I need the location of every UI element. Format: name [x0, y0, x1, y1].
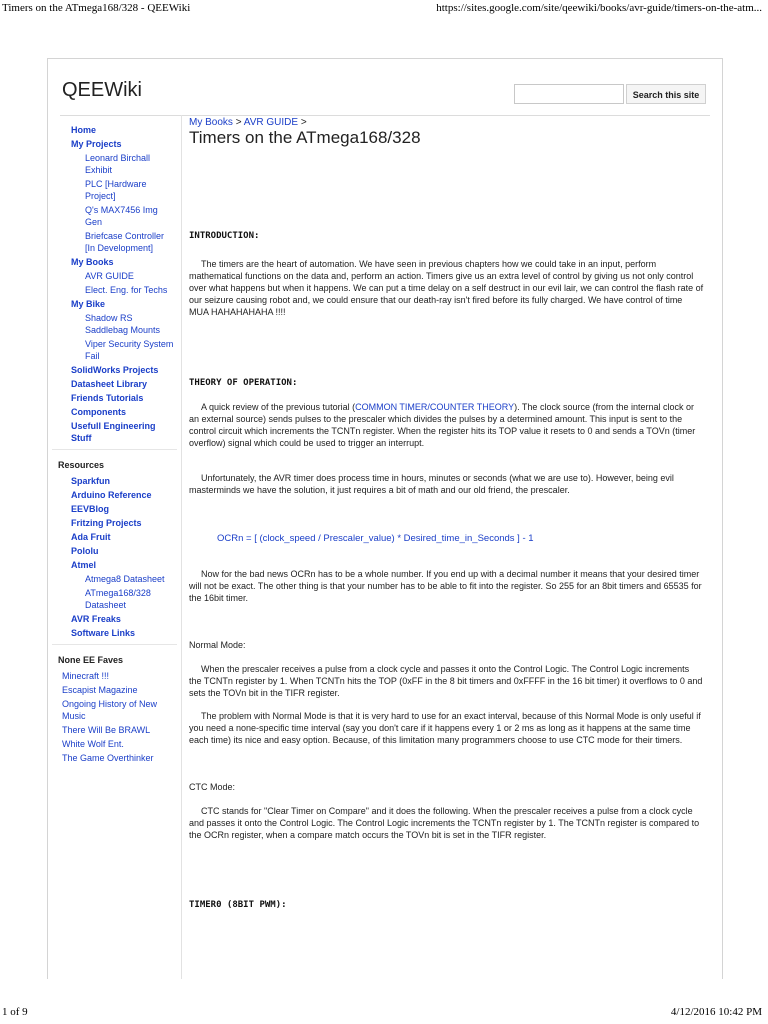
print-date: 4/12/2016 10:42 PM: [670, 1006, 762, 1018]
sidebar-item-white-wolf-ent[interactable]: White Wolf Ent.: [62, 739, 124, 749]
sidebar-item-arduino-reference[interactable]: Arduino Reference: [71, 490, 152, 500]
sidebar-item-avr-freaks[interactable]: AVR Freaks: [71, 614, 121, 624]
theory-text-after: ). The clock source (from the internal clock or an external source) sends pulses to the prescaler which divides the pulses by a determined amount. This input is sent to the control circuit which increments the TCNTn register. When the register hits its TOP value it resets to 0 and sends a TOVn (timer overflow) signal which could be used to trigger an interrupt.: [189, 402, 696, 448]
sidebar-item-sparkfun[interactable]: Sparkfun: [71, 476, 111, 486]
theory-paragraph: [189, 401, 704, 449]
sidebar-item-escapist-magazine[interactable]: Escapist Magazine: [62, 685, 138, 695]
sidebar-item-ongoing-history-of-new-music[interactable]: Ongoing History of New Music: [62, 699, 158, 721]
sidebar-item-pololu[interactable]: Pololu: [71, 546, 99, 556]
sidebar-resources: [52, 450, 177, 645]
print-footer: [0, 1006, 768, 1020]
page-title: Timers on the ATmega168/328: [189, 128, 421, 147]
sidebar-item-briefcase-controller-in-development[interactable]: Briefcase Controller [In Development]: [85, 231, 165, 253]
sidebar-item-my-projects[interactable]: My Projects: [71, 139, 122, 149]
introduction-heading: INTRODUCTION:: [189, 231, 260, 241]
theory-text-before: A quick review of the previous tutorial (: [201, 402, 356, 412]
main-content: [189, 117, 704, 910]
print-page-title: Timers on the ATmega168/328 - QEEWiki: [2, 2, 191, 14]
resources-heading: Resources: [58, 460, 105, 470]
ctc-mode-paragraph: CTC stands for "Clear Timer on Compare" and it does the following. When the prescaler receives a pulse from a clock cycle and passes it onto the Control Logic. The Control Logic increments the TCNTn register by 1. The TCNTn register is compared to the OCRn register, when a compare match occurs the TOVn bit is set in the TIFR register.: [189, 806, 700, 840]
search-button[interactable]: Search this site: [626, 84, 706, 104]
introduction-paragraph: The timers are the heart of automation. We have seen in previous chapters how we could take in an input, perform mathematical functions on the data and, perform an action. Timers give us an extra level of control by giving us not only control over what happens but when it happens. We can put a time delay on a self destruct in our evil lair, we can control the flash rate of our seizure causing robot and, we could ensure that our death-ray isn't fired before its fully charged. We have control of time MUA HAHAHAHAHA !!!!: [189, 259, 704, 317]
search-input[interactable]: [514, 84, 624, 104]
theory-heading: THEORY OF OPERATION:: [189, 378, 298, 388]
print-page-number: 1 of 9: [2, 1006, 28, 1018]
sidebar-navigation: [52, 115, 177, 450]
print-header: [0, 2, 768, 16]
sidebar-item-atmega168-328-datasheet[interactable]: ATmega168/328 Datasheet: [85, 588, 151, 610]
sidebar-item-datasheet-library[interactable]: Datasheet Library: [71, 379, 148, 389]
sidebar-item-fritzing-projects[interactable]: Fritzing Projects: [71, 518, 142, 528]
sidebar-item-the-game-overthinker[interactable]: The Game Overthinker: [62, 753, 154, 763]
site-title[interactable]: QEEWiki: [62, 79, 142, 101]
sidebar-item-elect-eng-for-techs[interactable]: Elect. Eng. for Techs: [85, 285, 168, 295]
normal-mode-paragraph-2: The problem with Normal Mode is that it is very hard to use for an exact interval, because of this Normal Mode is only useful if you need a none-specific time interval (say you don't care if it happens every 1 or 2 ms as long as it happens at the same time each time) its nice and easy option. Because, of this limitation many programmers choose to use CTC mode for their timers.: [189, 711, 701, 745]
normal-mode-paragraph-1: When the prescaler receives a pulse from a clock cycle and passes it onto the Control Logic. The Control Logic increments the TCNTn register by 1. When TCNTn hits the TOP (0xFF in the 8 bit timers and 0xFFFF in the 16 bit timer) it overflows to 0 and sets the TOVn bit in the TIFR register.: [189, 664, 703, 698]
print-page-url: https://sites.google.com/site/qeewiki/books/avr-guide/timers-on-the-atm...: [436, 2, 762, 14]
breadcrumb-separator: >: [300, 117, 307, 128]
sidebar-item-viper-security-system-fail[interactable]: Viper Security System Fail: [85, 339, 174, 361]
sidebar: [48, 115, 182, 979]
bad-news-paragraph: Now for the bad news OCRn has to be a whole number. If you end up with a decimal number it means that your desired timer will not be exact. The other thing is that your number has to be able to fit into the register. So 255 for an 8bit timers and 65535 for the 16bit timer.: [189, 569, 702, 603]
sidebar-item-solidworks-projects[interactable]: SolidWorks Projects: [71, 365, 159, 375]
sidebar-item-shadow-rs-saddlebag-mounts[interactable]: Shadow RS Saddlebag Mounts: [85, 313, 161, 335]
breadcrumb-avr-guide[interactable]: AVR GUIDE: [243, 117, 299, 128]
sidebar-item-leonard-birchall-exhibit[interactable]: Leonard Birchall Exhibit: [85, 153, 151, 175]
sidebar-item-usefull-engineering-stuff[interactable]: Usefull Engineering Stuff: [71, 421, 156, 443]
sidebar-item-ada-fruit[interactable]: Ada Fruit: [71, 532, 111, 542]
faves-heading: None EE Faves: [58, 655, 124, 665]
normal-mode-heading: Normal Mode:: [189, 640, 246, 650]
sidebar-item-avr-guide[interactable]: AVR GUIDE: [85, 271, 134, 281]
sidebar-item-eevblog[interactable]: EEVBlog: [71, 504, 110, 514]
sidebar-item-friends-tutorials[interactable]: Friends Tutorials: [71, 393, 144, 403]
site-frame: [47, 58, 723, 979]
sidebar-item-q-s-max7456-img-gen[interactable]: Q's MAX7456 Img Gen: [85, 205, 158, 227]
common-timer-theory-link[interactable]: COMMON TIMER/COUNTER THEORY: [355, 402, 515, 412]
unfortunately-paragraph: Unfortunately, the AVR timer does process time in hours, minutes or seconds (what we are use to). However, being evil masterminds we have the solution, it just requires a bit of math and our old friend, the prescaler.: [189, 473, 674, 495]
timer0-heading: TIMER0 (8BIT PWM):: [189, 900, 287, 910]
sidebar-item-atmel[interactable]: Atmel: [71, 560, 97, 570]
ctc-mode-heading: CTC Mode:: [189, 782, 236, 792]
ocrn-formula: OCRn = [ (clock_speed / Prescaler_value) * Desired_time_in_Seconds ] - 1: [217, 533, 534, 544]
sidebar-item-components[interactable]: Components: [71, 407, 126, 417]
breadcrumb-my-books[interactable]: My Books: [189, 117, 233, 128]
sidebar-item-atmega8-datasheet[interactable]: Atmega8 Datasheet: [85, 574, 165, 584]
sidebar-item-software-links[interactable]: Software Links: [71, 628, 136, 638]
sidebar-item-there-will-be-brawl[interactable]: There Will Be BRAWL: [62, 725, 151, 735]
sidebar-item-home[interactable]: Home: [71, 125, 97, 135]
sidebar-faves: [52, 645, 177, 769]
sidebar-item-my-books[interactable]: My Books: [71, 257, 114, 267]
sidebar-item-plc-hardware-project[interactable]: PLC [Hardware Project]: [85, 179, 147, 201]
breadcrumb-separator: >: [235, 117, 242, 128]
sidebar-item-minecraft[interactable]: Minecraft !!!: [62, 671, 110, 681]
sidebar-item-my-bike[interactable]: My Bike: [71, 299, 106, 309]
